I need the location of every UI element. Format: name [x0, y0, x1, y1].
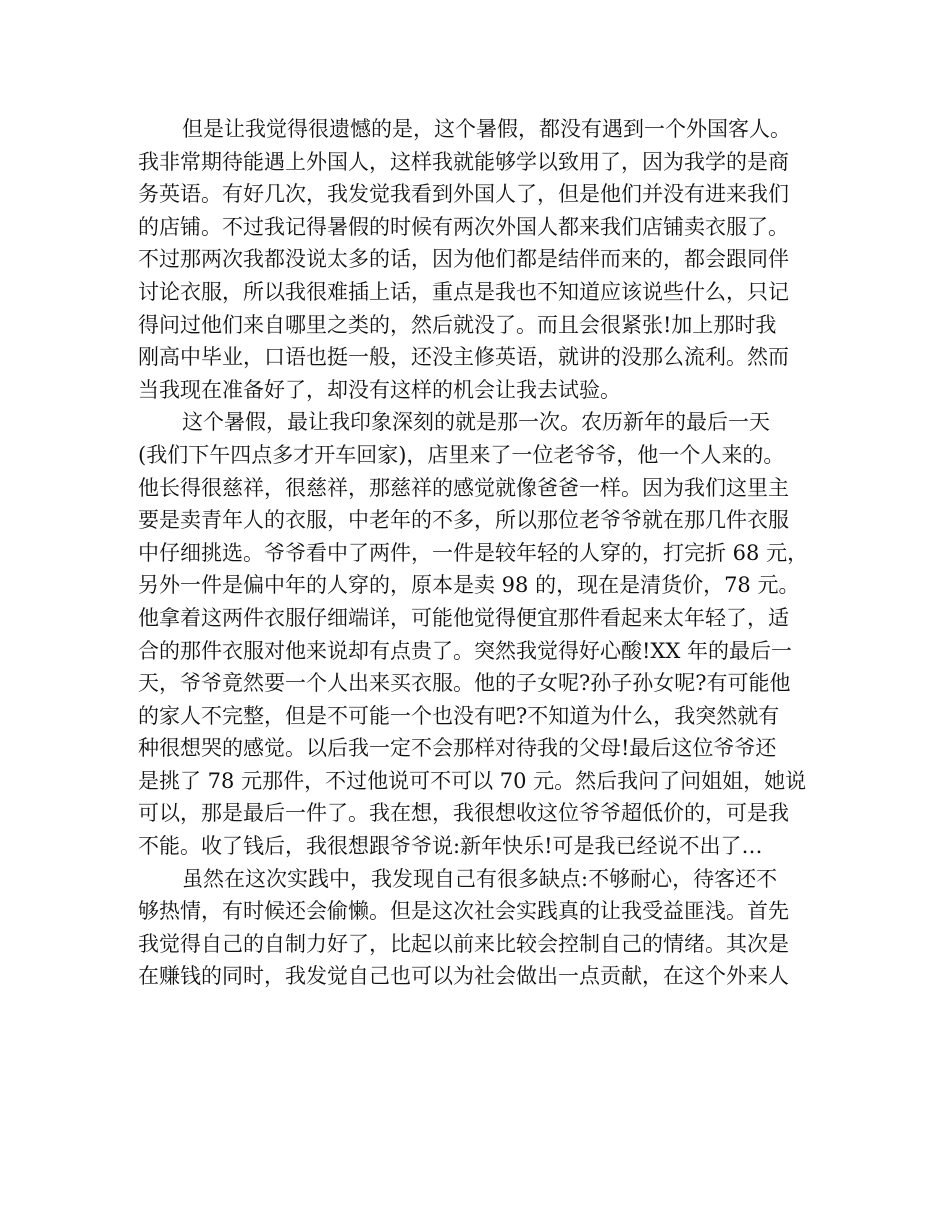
- paragraph-line: 天，爷爷竟然要一个人出来买衣服。他的子女呢?孙子孙女呢?有可能他: [138, 671, 791, 696]
- paragraph-line: 合的那件衣服对他来说却有点贵了。突然我觉得好心酸!XX 年的最后一: [138, 638, 793, 663]
- paragraph-line: 是挑了 78 元那件，不过他说可不可以 70 元。然后我问了问姐姐，她说: [138, 768, 807, 793]
- paragraph-line: 我觉得自己的自制力好了，比起以前来比较会控制自己的情绪。其次是: [138, 931, 789, 956]
- body-text: [138, 113, 814, 993]
- paragraph-line: (我们下午四点多才开车回家)，店里来了一位老爷爷，他一个人来的。: [138, 442, 785, 467]
- paragraph-line: 够热情，有时候还会偷懒。但是这次社会实践真的让我受益匪浅。首先: [138, 899, 789, 924]
- paragraph-line: 虽然在这次实践中，我发现自己有很多缺点:不够耐心，待客还不: [182, 866, 778, 891]
- paragraph-line: 另外一件是偏中年的人穿的，原本是卖 98 的，现在是清货价，78 元。: [138, 573, 800, 598]
- paragraph-line: 要是卖青年人的衣服，中老年的不多，所以那位老爷爷就在那几件衣服: [138, 508, 789, 533]
- paragraph-line: 的家人不完整，但是不可能一个也没有吧?不知道为什么，我突然就有: [138, 703, 780, 728]
- paragraph-line: 在赚钱的同时，我发觉自己也可以为社会做出一点贡献，在这个外来人: [138, 964, 789, 989]
- paragraph-line: 我非常期待能遇上外国人，这样我就能够学以致用了，因为我学的是商: [138, 149, 789, 174]
- paragraph-line: 的店铺。不过我记得暑假的时候有两次外国人都来我们店铺卖衣服了。: [138, 214, 789, 239]
- paragraph-line: 不能。收了钱后，我很想跟爷爷说:新年快乐!可是我已经说不出了…: [138, 834, 763, 859]
- paragraph-line: 中仔细挑选。爷爷看中了两件，一件是较年轻的人穿的，打完折 68 元，: [138, 540, 809, 565]
- paragraph-line: 当我现在准备好了，却没有这样的机会让我去试验。: [138, 377, 621, 402]
- paragraph-line: 但是让我觉得很遗憾的是，这个暑假，都没有遇到一个外国客人。: [182, 117, 791, 141]
- paragraph-line: 这个暑假，最让我印象深刻的就是那一次。农历新年的最后一天: [182, 410, 770, 435]
- paragraph-line: 他长得很慈祥，很慈祥，那慈祥的感觉就像爸爸一样。因为我们这里主: [138, 475, 789, 500]
- paragraph-line: 讨论衣服，所以我很难插上话，重点是我也不知道应该说些什么，只记: [138, 279, 789, 304]
- paragraph-line: 他拿着这两件衣服仔细端详，可能他觉得便宜那件看起来太年轻了，适: [138, 605, 789, 630]
- paragraph-line: 得问过他们来自哪里之类的，然后就没了。而且会很紧张!加上那时我: [138, 312, 777, 337]
- paragraph-line: 可以，那是最后一件了。我在想，我很想收这位爷爷超低价的，可是我: [138, 801, 789, 826]
- paragraph-line: 务英语。有好几次，我发觉我看到外国人了，但是他们并没有进来我们: [138, 182, 789, 207]
- paragraph-line: 不过那两次我都没说太多的话，因为他们都是结伴而来的，都会跟同伴: [138, 247, 789, 272]
- paragraph-line: 种很想哭的感觉。以后我一定不会那样对待我的父母!最后这位爷爷还: [138, 736, 777, 761]
- paragraph-line: 刚高中毕业，口语也挺一般，还没主修英语，就讲的没那么流利。然而: [138, 345, 789, 370]
